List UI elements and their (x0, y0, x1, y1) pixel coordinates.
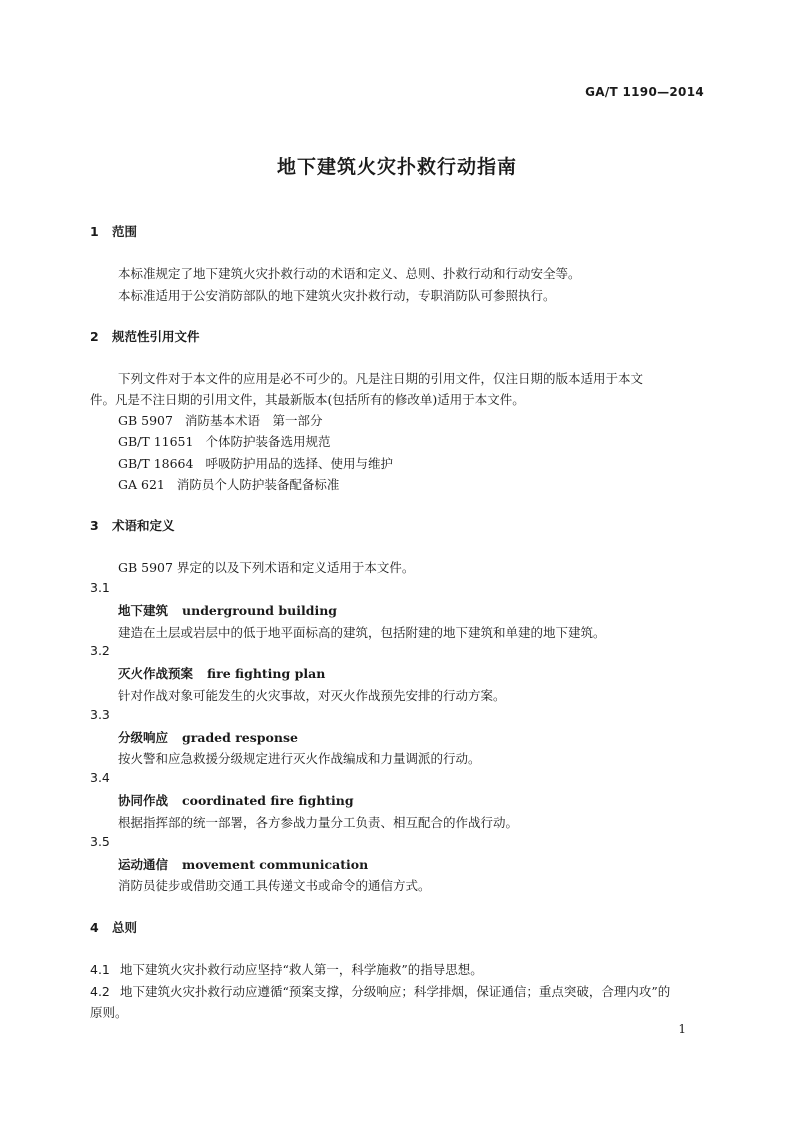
paragraph: 下列文件对于本文件的应用是必不可少的。凡是注日期的引用文件，仅注日期的版本适用于本文 (118, 371, 644, 386)
term-english: underground building (182, 603, 338, 618)
term-heading (118, 728, 298, 746)
section-number: 1 (90, 224, 99, 239)
clause-4-2 (90, 982, 670, 1000)
section-title: 总则 (112, 920, 138, 935)
document-title: 地下建筑火灾扑救行动指南 (276, 156, 517, 178)
term-definition: 建造在土层或岩层中的低于地平面标高的建筑，包括附建的地下建筑和单建的地下建筑。 (118, 625, 606, 640)
page-number: 1 (678, 1022, 686, 1036)
section-title: 术语和定义 (112, 518, 175, 533)
clause-continuation: 原则。 (90, 1005, 128, 1020)
standard-number: GA/T 1190—2014 (585, 85, 704, 99)
section-number: 2 (90, 329, 99, 344)
term-heading (118, 601, 337, 619)
section-3-heading (90, 516, 175, 534)
term-chinese: 运动通信 (118, 857, 169, 872)
term-definition: 按火警和应急救援分级规定进行灭火作战编成和力量调派的行动。 (118, 751, 481, 766)
paragraph: GB 5907 界定的以及下列术语和定义适用于本文件。 (118, 560, 415, 575)
term-number: 3.4 (90, 770, 110, 785)
section-2-heading (90, 327, 200, 345)
reference-code: GB/T 11651 (118, 434, 194, 449)
term-number: 3.1 (90, 580, 110, 595)
normative-reference (118, 454, 393, 472)
section-number: 4 (90, 920, 99, 935)
clause-number: 4.2 (90, 984, 110, 999)
section-title: 规范性引用文件 (112, 329, 200, 344)
term-english: fire fighting plan (207, 666, 326, 681)
section-number: 3 (90, 518, 99, 533)
paragraph: 本标准适用于公安消防部队的地下建筑火灾扑救行动，专职消防队可参照执行。 (118, 288, 556, 303)
term-heading (118, 664, 325, 682)
reference-name: 消防员个人防护装备配备标准 (176, 477, 340, 492)
term-english: movement communication (182, 857, 369, 872)
term-english: graded response (182, 730, 298, 745)
reference-name: 个体防护装备选用规范 (205, 434, 331, 449)
section-4-heading (90, 918, 137, 936)
clause-text: 地下建筑火灾扑救行动应坚持“救人第一，科学施救”的指导思想。 (120, 962, 483, 977)
term-chinese: 地下建筑 (118, 603, 169, 618)
term-definition: 根据指挥部的统一部署，各方参战力量分工负责、相互配合的作战行动。 (118, 815, 519, 830)
term-chinese: 分级响应 (118, 730, 169, 745)
term-chinese: 灭火作战预案 (118, 666, 194, 681)
paragraph-continuation: 件。凡是不注日期的引用文件，其最新版本(包括所有的修改单)适用于本文件。 (90, 392, 525, 407)
normative-reference (118, 432, 330, 450)
term-definition: 针对作战对象可能发生的火灾事故，对灭火作战预先安排的行动方案。 (118, 688, 506, 703)
reference-code: GB/T 18664 (118, 456, 194, 471)
reference-name: 呼吸防护用品的选择、使用与维护 (205, 456, 393, 471)
section-title: 范围 (112, 224, 138, 239)
clause-number: 4.1 (90, 962, 110, 977)
term-definition: 消防员徒步或借助交通工具传递文书或命令的通信方式。 (118, 878, 431, 893)
term-heading (118, 791, 354, 809)
clause-4-1 (90, 960, 483, 978)
paragraph: 本标准规定了地下建筑火灾扑救行动的术语和定义、总则、扑救行动和行动安全等。 (118, 266, 581, 281)
term-number: 3.2 (90, 643, 110, 658)
section-1-heading (90, 222, 137, 240)
normative-reference (118, 475, 339, 493)
term-number: 3.5 (90, 834, 110, 849)
clause-text: 地下建筑火灾扑救行动应遵循“预案支撑，分级响应；科学排烟，保证通信；重点突破，合理内攻”的 (120, 984, 671, 999)
reference-code: GA 621 (118, 477, 165, 492)
reference-code: GB 5907 (118, 413, 173, 428)
term-chinese: 协同作战 (118, 793, 169, 808)
normative-reference (118, 411, 322, 429)
term-english: coordinated fire fighting (182, 793, 354, 808)
reference-name: 消防基本术语 第一部分 (184, 413, 323, 428)
term-number: 3.3 (90, 707, 110, 722)
term-heading (118, 855, 368, 873)
